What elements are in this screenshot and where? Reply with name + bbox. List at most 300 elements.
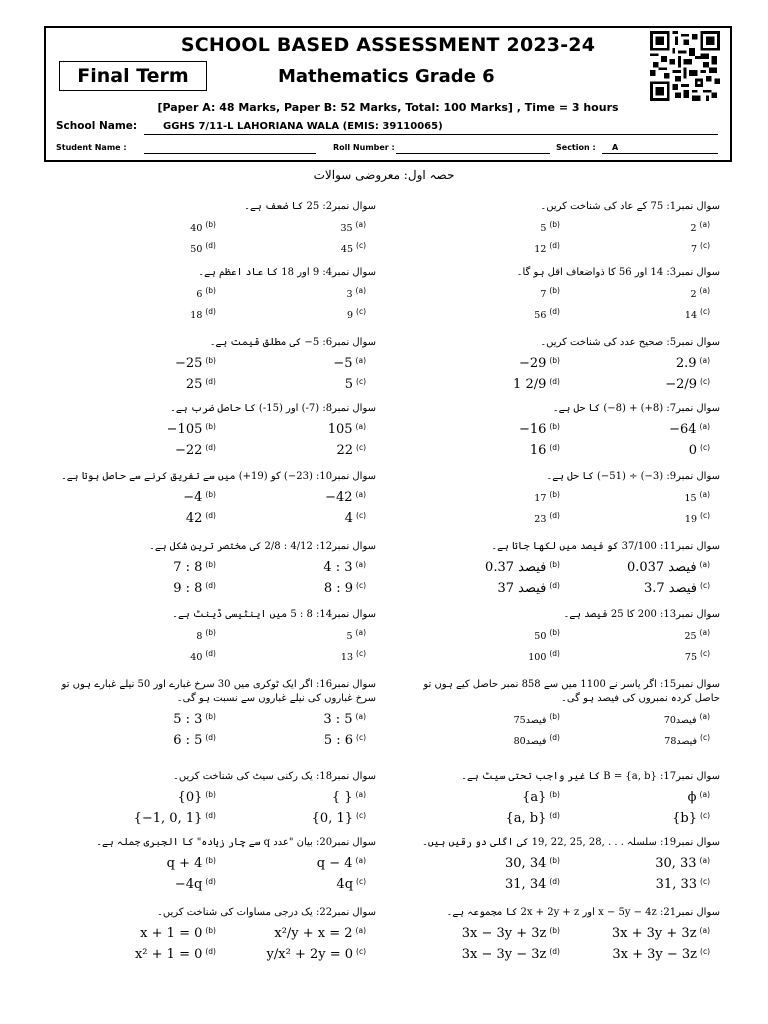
option-key: (d) (549, 443, 560, 452)
option-value: فیصد70 (663, 715, 697, 726)
question-15 (392, 678, 720, 747)
option-d[interactable] (497, 581, 560, 596)
question-18 (48, 770, 376, 834)
student-name-field[interactable] (144, 153, 316, 154)
option-key: (c) (356, 877, 366, 886)
option-b[interactable] (534, 628, 560, 643)
option-value: 31, 33 (655, 877, 698, 892)
option-b[interactable] (192, 628, 216, 643)
option-d[interactable] (134, 811, 216, 826)
option-key: (d) (549, 947, 560, 956)
question-2 (48, 200, 376, 264)
option-value: فیصد78 (664, 736, 698, 747)
option-key: (c) (356, 443, 366, 452)
option-key: (a) (699, 712, 710, 721)
question-1 (392, 200, 720, 264)
question-text: سوال نمبر10: (23−) کو (19+) میں سے تفریق کرنے سے حاصل ہوتا ہے۔ (60, 471, 376, 482)
option-key: (b) (549, 560, 560, 569)
option-value: 35 (340, 223, 353, 234)
option-value: 75 (684, 652, 698, 663)
option-key: (a) (355, 856, 366, 865)
option-c[interactable] (685, 307, 710, 322)
option-key: (a) (699, 490, 710, 499)
option-c[interactable] (343, 511, 366, 526)
option-value: 4 (344, 511, 354, 526)
question-text: سوال نمبر16: اگر ایک ٹوکری میں 30 سرخ غبارے اور 50 نیلے غبارے ہوں تو سرخ غباروں کی نیلے غباروں سے نسبت ہو گی۔ (61, 679, 376, 704)
option-value: ϕ (687, 790, 697, 805)
option-key: (b) (205, 490, 216, 499)
option-d[interactable] (534, 241, 560, 256)
question-22 (48, 906, 376, 970)
option-key: (a) (355, 286, 366, 295)
question-12 (48, 540, 376, 604)
question-text: سوال نمبر5: صحیح عدد کی شناخت کریں۔ (540, 337, 720, 348)
option-a[interactable] (343, 628, 366, 643)
question-17 (392, 770, 720, 834)
section-field[interactable] (602, 153, 718, 154)
option-b[interactable] (175, 356, 216, 371)
option-key: (c) (356, 581, 366, 590)
student-name-label: Student Name : (56, 143, 127, 152)
option-c[interactable] (336, 877, 366, 892)
header-box (44, 26, 732, 162)
option-key: (d) (205, 581, 216, 590)
question-4 (48, 266, 376, 330)
option-value: 0 (688, 443, 698, 458)
option-key: (c) (356, 377, 366, 386)
option-value: {b} (672, 811, 698, 826)
option-value: 50 (190, 244, 203, 255)
option-value: 45 (340, 244, 354, 255)
option-d[interactable] (175, 877, 216, 892)
option-value: 14 (684, 310, 698, 321)
option-key: (d) (549, 307, 560, 316)
option-b[interactable] (485, 560, 560, 575)
option-key: (c) (356, 733, 366, 742)
option-b[interactable] (190, 220, 216, 235)
question-7 (392, 402, 720, 466)
option-b[interactable] (514, 712, 560, 727)
option-value: 31, 34 (505, 877, 547, 892)
option-b[interactable] (534, 490, 560, 505)
option-a[interactable] (274, 926, 366, 941)
option-value: فیصد 0.37 (485, 560, 547, 575)
option-key: (a) (355, 422, 366, 431)
option-value: 56 (534, 310, 547, 321)
question-text: سوال نمبر4: 9 اور 18 کا عاد اعظم ہے۔ (198, 267, 376, 278)
option-b[interactable] (183, 490, 216, 505)
question-text: سوال نمبر3: 14 اور 56 کا ذواضعاف اقل ہو گا۔ (516, 267, 720, 278)
question-16 (48, 678, 376, 748)
option-value: 8 (196, 631, 203, 642)
question-6 (48, 336, 376, 400)
question-text: سوال نمبر22: یک درجی مساوات کی شناخت کریں۔ (156, 907, 376, 918)
question-text: سوال نمبر14: 8 : 5 میں اینٹیسی ڈینٹ ہے۔ (172, 609, 376, 620)
option-a[interactable] (676, 356, 710, 371)
question-9 (392, 470, 720, 534)
option-value: 8 : 9 (323, 581, 354, 596)
option-key: (a) (699, 286, 710, 295)
option-value: {0, 1} (311, 811, 354, 826)
option-d[interactable] (534, 307, 560, 322)
option-value: 17 (534, 493, 547, 504)
option-c[interactable] (343, 377, 366, 392)
option-a[interactable] (664, 712, 710, 727)
option-value: 9 : 8 (173, 581, 203, 596)
roll-number-label: Roll Number : (333, 143, 395, 152)
option-key: (a) (355, 712, 366, 721)
option-b[interactable] (167, 422, 216, 437)
option-key: (a) (699, 856, 710, 865)
qr-code-icon (649, 31, 721, 101)
option-key: (b) (549, 712, 560, 721)
option-key: (d) (205, 443, 216, 452)
term-label: Final Term (59, 61, 207, 91)
option-value: 3x − 3y + 3z (461, 926, 547, 941)
option-value: 25 (684, 631, 697, 642)
option-key: (b) (549, 422, 560, 431)
option-d[interactable] (534, 511, 560, 526)
option-d[interactable] (505, 877, 560, 892)
option-value: 4q (336, 877, 354, 892)
option-c[interactable] (685, 511, 710, 526)
option-a[interactable] (323, 712, 366, 727)
option-d[interactable] (462, 947, 560, 962)
option-key: (b) (549, 790, 560, 799)
option-value: {−1, 0, 1} (133, 811, 203, 826)
option-key: (d) (205, 811, 216, 820)
question-13 (392, 608, 720, 672)
option-value: 6 : 5 (173, 733, 203, 748)
option-key: (c) (356, 649, 366, 658)
question-10 (48, 470, 376, 534)
option-a[interactable] (317, 856, 366, 871)
option-value: 2.9 (675, 356, 697, 371)
option-key: (c) (356, 947, 366, 956)
option-c[interactable] (664, 733, 710, 748)
option-value: 7 (540, 289, 547, 300)
option-c[interactable] (341, 649, 366, 664)
option-key: (a) (699, 220, 710, 229)
option-c[interactable] (644, 581, 710, 596)
option-b[interactable] (167, 856, 216, 871)
option-a[interactable] (687, 220, 710, 235)
option-value: 3x + 3y − 3z (612, 947, 698, 962)
option-key: (a) (355, 560, 366, 569)
option-key: (d) (549, 241, 560, 250)
option-key: (b) (549, 490, 560, 499)
option-value: 42 (185, 511, 203, 526)
option-b[interactable] (462, 926, 560, 941)
option-value: 5 (346, 631, 353, 642)
option-d[interactable] (135, 947, 216, 962)
option-key: (c) (356, 241, 366, 250)
question-21 (392, 906, 720, 970)
option-key: (d) (205, 947, 216, 956)
option-key: (a) (355, 926, 366, 935)
option-key: (d) (205, 733, 216, 742)
option-b[interactable] (505, 856, 560, 871)
option-key: (d) (549, 581, 560, 590)
option-key: (c) (700, 377, 710, 386)
option-value: { } (331, 790, 353, 805)
option-key: (b) (205, 286, 216, 295)
option-value: 19 (684, 514, 698, 525)
option-d[interactable] (528, 649, 560, 664)
option-value: 2 (690, 223, 697, 234)
question-text: سوال نمبر1: 75 کے عاد کی شناخت کریں۔ (540, 201, 720, 212)
option-b[interactable] (536, 220, 560, 235)
option-value: q + 4 (166, 856, 203, 871)
option-value: 105 (327, 422, 353, 437)
option-value: 5 : 3 (173, 712, 203, 727)
option-key: (b) (549, 286, 560, 295)
option-value: {a, b} (505, 811, 547, 826)
question-20 (48, 836, 376, 900)
option-key: (d) (549, 649, 560, 658)
school-name-label: School Name: (56, 120, 138, 132)
option-key: (a) (699, 422, 710, 431)
option-a[interactable] (323, 560, 366, 575)
option-c[interactable] (672, 811, 710, 826)
option-key: (c) (356, 811, 366, 820)
option-value: 3 (346, 289, 353, 300)
option-key: (d) (549, 733, 560, 742)
option-value: 4 : 3 (323, 560, 353, 575)
option-a[interactable] (333, 356, 366, 371)
option-key: (a) (699, 356, 710, 365)
question-11 (392, 540, 720, 604)
option-key: (a) (355, 356, 366, 365)
option-value: {0} (177, 790, 203, 805)
option-key: (b) (549, 856, 560, 865)
option-a[interactable] (684, 490, 710, 505)
option-a[interactable] (627, 560, 710, 575)
option-c[interactable] (341, 241, 366, 256)
option-d[interactable] (530, 443, 560, 458)
option-key: (b) (205, 790, 216, 799)
section-value: A (612, 143, 619, 152)
option-c[interactable] (312, 811, 366, 826)
option-value: −4q (174, 877, 203, 892)
option-key: (c) (700, 307, 710, 316)
option-value: 40 (190, 652, 203, 663)
question-14 (48, 608, 376, 672)
option-d[interactable] (190, 241, 216, 256)
question-text: سوال نمبر9: (3−) ÷ (51−) کا حل ہے۔ (546, 471, 720, 482)
option-value: −5 (333, 356, 353, 371)
option-d[interactable] (514, 733, 560, 748)
option-key: (a) (355, 490, 366, 499)
option-c[interactable] (685, 649, 710, 664)
question-text: سوال نمبر12: 4/12 : 2/8 کی مختصر ترین شکل ہے۔ (149, 541, 376, 552)
question-text: سوال نمبر18: یک رکنی سیٹ کی شناخت کریں۔ (172, 771, 376, 782)
question-text: سوال نمبر19: سلسلہ . . . ,28 ,25 ,22 ,19 کی اگلی دو رقیں ہیں۔ (421, 837, 720, 848)
option-key: (a) (699, 926, 710, 935)
option-key: (c) (700, 241, 710, 250)
option-a[interactable] (343, 286, 366, 301)
option-value: 12 (534, 244, 547, 255)
option-d[interactable] (190, 307, 216, 322)
option-c[interactable] (267, 947, 366, 962)
option-key: (b) (549, 356, 560, 365)
option-value: 30, 33 (655, 856, 697, 871)
option-d[interactable] (173, 581, 216, 596)
option-value: x² + 1 = 0 (134, 947, 203, 962)
option-c[interactable] (324, 581, 366, 596)
option-value: x²/y + x = 2 (274, 926, 353, 941)
option-value: −105 (166, 422, 203, 437)
option-b[interactable] (192, 286, 216, 301)
option-a[interactable] (669, 422, 710, 437)
option-c[interactable] (612, 947, 710, 962)
option-key: (b) (205, 422, 216, 431)
question-text: سوال نمبر20: بیان "عدد q سے چار زیادہ" کا الجبری جملہ ہے۔ (96, 837, 376, 848)
option-value: 13 (340, 652, 354, 663)
option-value: q − 4 (316, 856, 353, 871)
paper-info: [Paper A: 48 Marks, Paper B: 52 Marks, Total: 100 Marks] , Time = 3 hours (157, 101, 619, 114)
option-key: (d) (205, 377, 216, 386)
option-key: (a) (355, 790, 366, 799)
option-value: −2/9 (665, 377, 698, 392)
option-a[interactable] (325, 490, 366, 505)
option-value: فیصد75 (513, 715, 547, 726)
option-a[interactable] (332, 790, 366, 805)
option-key: (b) (549, 628, 560, 637)
option-key: (c) (356, 307, 366, 316)
option-b[interactable] (519, 356, 560, 371)
question-text: سوال نمبر21: x − 5y − 4z اور 2x + 2y + z کا مجموعہ ہے۔ (446, 907, 720, 918)
option-value: 18 (190, 310, 203, 321)
option-d[interactable] (173, 733, 216, 748)
option-key: (d) (205, 511, 216, 520)
option-key: (a) (355, 628, 366, 637)
option-value: فیصد 0.037 (626, 560, 697, 575)
question-5 (392, 336, 720, 400)
option-a[interactable] (655, 856, 710, 871)
option-c[interactable] (324, 733, 366, 748)
option-value: 23 (534, 514, 547, 525)
option-value: 25 (185, 377, 203, 392)
option-key: (d) (549, 877, 560, 886)
option-value: 40 (190, 223, 203, 234)
option-d[interactable] (175, 443, 216, 458)
option-b[interactable] (173, 560, 216, 575)
option-value: 22 (336, 443, 354, 458)
option-c[interactable] (656, 877, 710, 892)
option-c[interactable] (336, 443, 366, 458)
option-value: فیصد 37 (497, 581, 547, 596)
option-a[interactable] (684, 628, 710, 643)
roll-number-field[interactable] (396, 153, 550, 154)
option-value: 5 (344, 377, 354, 392)
option-a[interactable] (340, 220, 366, 235)
option-value: 3x − 3y − 3z (461, 947, 547, 962)
option-c[interactable] (343, 307, 366, 322)
option-d[interactable] (513, 377, 560, 392)
option-key: (c) (700, 877, 710, 886)
option-key: (d) (549, 511, 560, 520)
option-value: −25 (174, 356, 203, 371)
option-key: (c) (700, 443, 710, 452)
question-text: سوال نمبر15: اگر یاسر نے 1100 میں سے 858 نمبر حاصل کیے ہوں تو حاصل کردہ نمبروں کی فیصد ہو گی۔ (423, 679, 720, 704)
option-d[interactable] (186, 377, 216, 392)
option-value: y/x² + 2y = 0 (266, 947, 354, 962)
option-key: (a) (699, 560, 710, 569)
option-c[interactable] (687, 241, 710, 256)
option-value: 1 2/9 (513, 377, 547, 392)
option-key: (b) (549, 220, 560, 229)
option-value: −42 (325, 490, 353, 505)
subject-title: Mathematics Grade 6 (278, 66, 495, 87)
option-d[interactable] (190, 649, 216, 664)
option-key: (a) (355, 220, 366, 229)
option-a[interactable] (328, 422, 366, 437)
option-key: (c) (700, 811, 710, 820)
option-b[interactable] (173, 712, 216, 727)
option-value: −16 (518, 422, 547, 437)
option-key: (b) (205, 856, 216, 865)
option-value: 16 (529, 443, 547, 458)
section-heading: حصہ اول: معروضی سوالات (313, 168, 455, 182)
option-b[interactable] (522, 790, 560, 805)
option-value: 7 (690, 244, 698, 255)
option-value: −64 (669, 422, 697, 437)
option-key: (b) (205, 220, 216, 229)
question-8 (48, 402, 376, 466)
option-a[interactable] (687, 286, 710, 301)
option-key: (d) (549, 377, 560, 386)
option-b[interactable] (178, 790, 216, 805)
option-value: 5 : 6 (323, 733, 354, 748)
option-key: (a) (699, 628, 710, 637)
option-key: (d) (205, 877, 216, 886)
option-value: −22 (174, 443, 203, 458)
option-key: (c) (700, 733, 710, 742)
option-d[interactable] (186, 511, 216, 526)
option-b[interactable] (519, 422, 560, 437)
question-text: سوال نمبر13: 200 کا 25 فیصد ہے۔ (563, 609, 720, 620)
question-text: سوال نمبر7: (8+) + (8−) کا حل ہے۔ (552, 403, 720, 414)
option-value: 30, 34 (505, 856, 547, 871)
question-19 (392, 836, 720, 900)
option-a[interactable] (612, 926, 710, 941)
question-text: سوال نمبر8: (7-) اور (15-) کا حاصل ضرب ہے۔ (170, 403, 376, 414)
option-value: 15 (684, 493, 697, 504)
option-key: (c) (700, 511, 710, 520)
section-label: Section : (556, 143, 596, 152)
option-a[interactable] (687, 790, 710, 805)
option-b[interactable] (536, 286, 560, 301)
option-value: 2 (690, 289, 697, 300)
option-value: −4 (183, 490, 203, 505)
option-key: (d) (205, 307, 216, 316)
option-b[interactable] (140, 926, 216, 941)
main-title: SCHOOL BASED ASSESSMENT 2023-24 (180, 34, 596, 56)
option-d[interactable] (505, 811, 560, 826)
option-key: (d) (549, 811, 560, 820)
option-value: 3x + 3y + 3z (611, 926, 697, 941)
question-3 (392, 266, 720, 330)
question-text: سوال نمبر2: 25 کا ضعف ہے۔ (244, 201, 376, 212)
option-c[interactable] (665, 377, 710, 392)
option-key: (c) (700, 581, 710, 590)
option-value: 3 : 5 (323, 712, 353, 727)
option-value: 3.7 فیصد (643, 581, 698, 596)
option-value: فیصد80 (513, 736, 547, 747)
option-c[interactable] (687, 443, 710, 458)
option-key: (c) (700, 947, 710, 956)
